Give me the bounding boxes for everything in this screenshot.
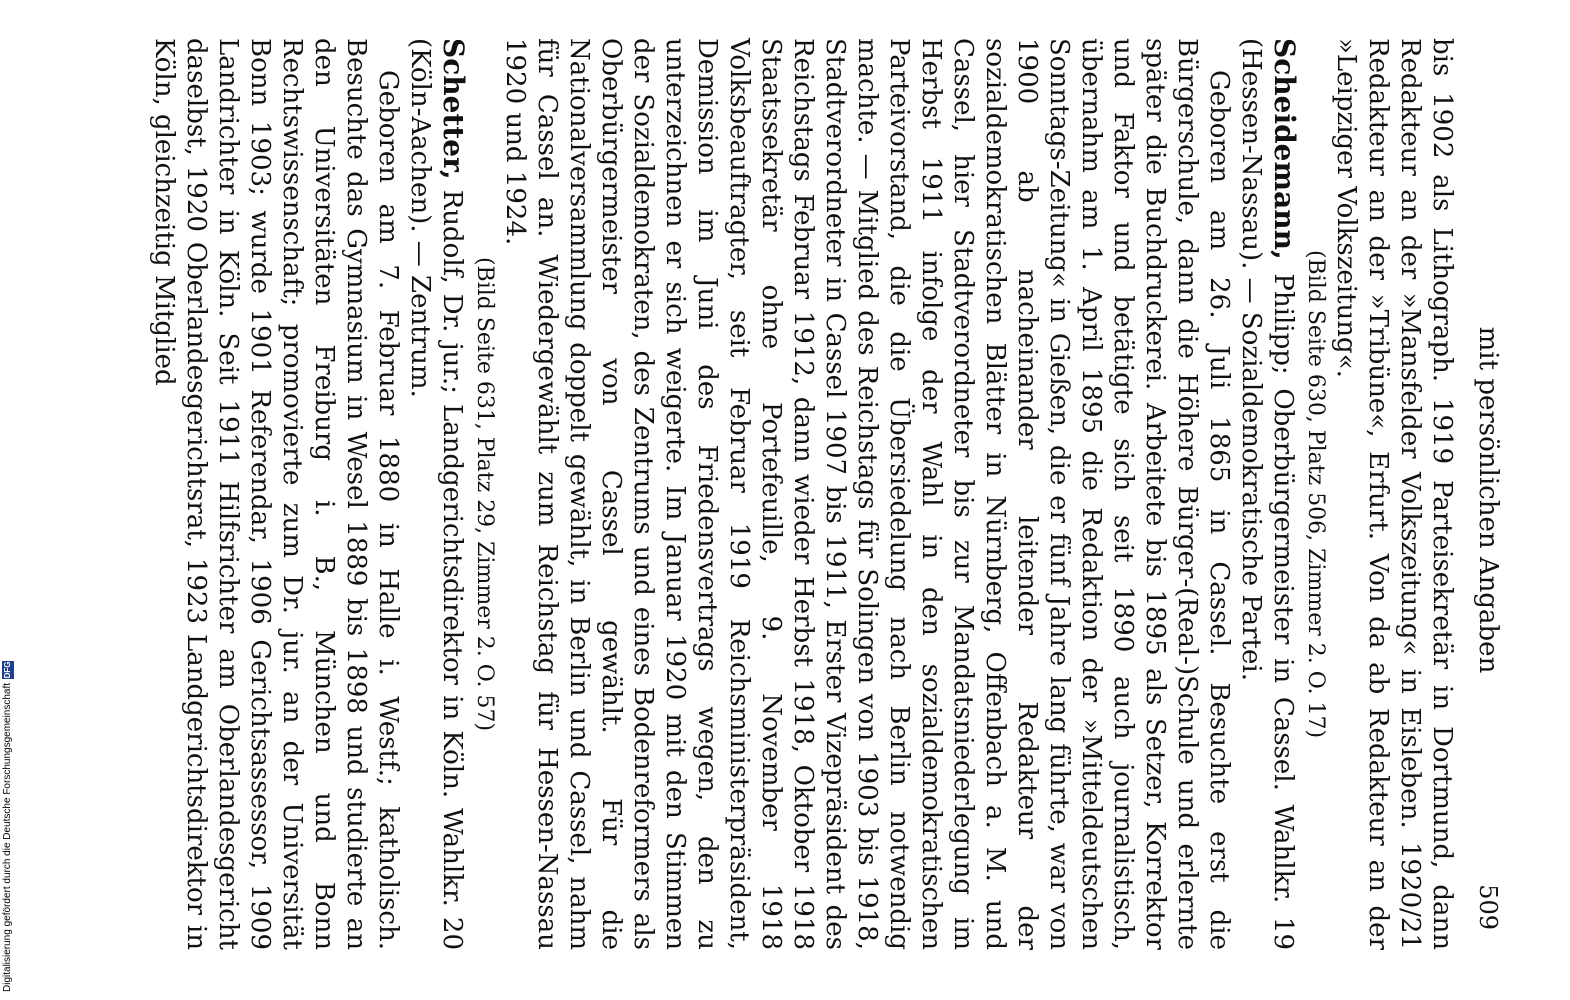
body-text (148, 38, 1458, 950)
dfg-logo-icon: DFG (3, 661, 12, 679)
entry-header (1235, 38, 1300, 950)
entry-body: Geboren am 26. Juli 1865 in Cassel. Besuchte erst die Bürgerschule, dann die Höhere Bürger-(Real-)Schule und erlernte später die Buchdruckerei. Arbeitete bis 1895 als Setzer, Korrektor und Faktor und betätigte sich seit 1890 auch journalistisch, übernahm am 1. April 1895 die Redaktion der »Mitteldeutschen Sonntags-Zeitung« in Gießen, die er fünf Jahre lang führte, war von 1900 ab nacheinander leitender Redakteur der sozialdemokratischen Blätter in Nürnberg, Offenbach a. M. und Cassel, hier Stadtverordneter bis zur Mandatsniederlegung im Herbst 1911 infolge der Wahl in den sozialdemokratischen Parteivorstand, die die Übersiedelung nach Berlin notwendig machte. — Mitglied des Reichstags für Solingen von 1903 bis 1918, Stadtverordneter in Cassel 1907 bis 1911, Erster Vizepräsident des Reichstags Februar 1912, dann wieder Herbst 1918, Oktober 1918 Staatssekretär ohne Portefeuille, 9. November 1918 Volksbeauftragter, seit Februar 1919 Reichsministerpräsident, Demission im Juni des Friedensvertrags wegen, den zu unterzeichnen er sich weigerte. Im Januar 1920 mit den Stimmen der Sozialdemokraten, des Zentrums und eines Bodenreformers als Oberbürgermeister von Cassel gewählt. Für die Nationalversammlung doppelt gewählt, in Berlin und Cassel, nahm für Cassel an. Wiedergewählt zum Reichstag für Hessen-Nassau 1920 und 1924. (500, 38, 1234, 950)
entry-name: Schetter, (437, 38, 470, 180)
picture-reference: (Bild Seite 631, Platz 29, Zimmer 2. O. 57) (472, 256, 497, 732)
continuation-paragraph: bis 1902 als Lithograph. 1919 Parteisekretär in Dortmund, dann Redakteur an der »Mansfelder Volkszeitung« in Eisleben. 1920/21 Redakteur an der »Tribüne«, Erfurt. Von da ab Redakteur an der »Leipziger Volkszeitung«. (1331, 38, 1457, 950)
entry-body: Geboren am 7. Februar 1880 in Halle i. Westf.; katholisch. Besuchte das Gymnasium in Wesel 1889 bis 1898 und studierte an den Universitäten Freiburg i. B., München und Bonn Rechtswissenschaft; promovierte zum Dr. jur. an der Universität Bonn 1903; wurde 1901 Referendar, 1906 Gerichtsassessor, 1909 Landrichter in Köln. Seit 1911 Hilfsrichter am Oberlandesgericht daselbst, 1920 Oberlandesgerichtsrat, 1923 Landgerichtsdirektor in Köln, gleichzeitig Mitglied (149, 38, 403, 950)
running-title: mit persönlichen Angaben (1473, 326, 1503, 674)
page-header (1468, 40, 1508, 960)
entry-header (404, 38, 469, 950)
entry-name: Scheidemann, (1268, 38, 1301, 260)
entry-schetter (148, 38, 469, 950)
entry-description: Rudolf, Dr. jur.; Landgerichtsdirektor in Köln. Wahlkr. 20 (Köln-Aachen). — Zentrum. (405, 38, 467, 950)
footer-text: Digitalisierung gefördert durch die Deutsche Forschungsgemeinschaft (2, 682, 13, 992)
page-number: 509 (1474, 884, 1502, 930)
picture-reference: (Bild Seite 630, Platz 506, Zimmer 2. O. 17) (1303, 249, 1328, 739)
dfg-footer (1, 600, 15, 992)
entry-description: Philipp; Oberbürgermeister in Cassel. Wahlkr. 19 (Hessen-Nassau). — Sozialdemokratische Partei. (1236, 38, 1298, 951)
entry-scheidemann (469, 38, 1300, 950)
